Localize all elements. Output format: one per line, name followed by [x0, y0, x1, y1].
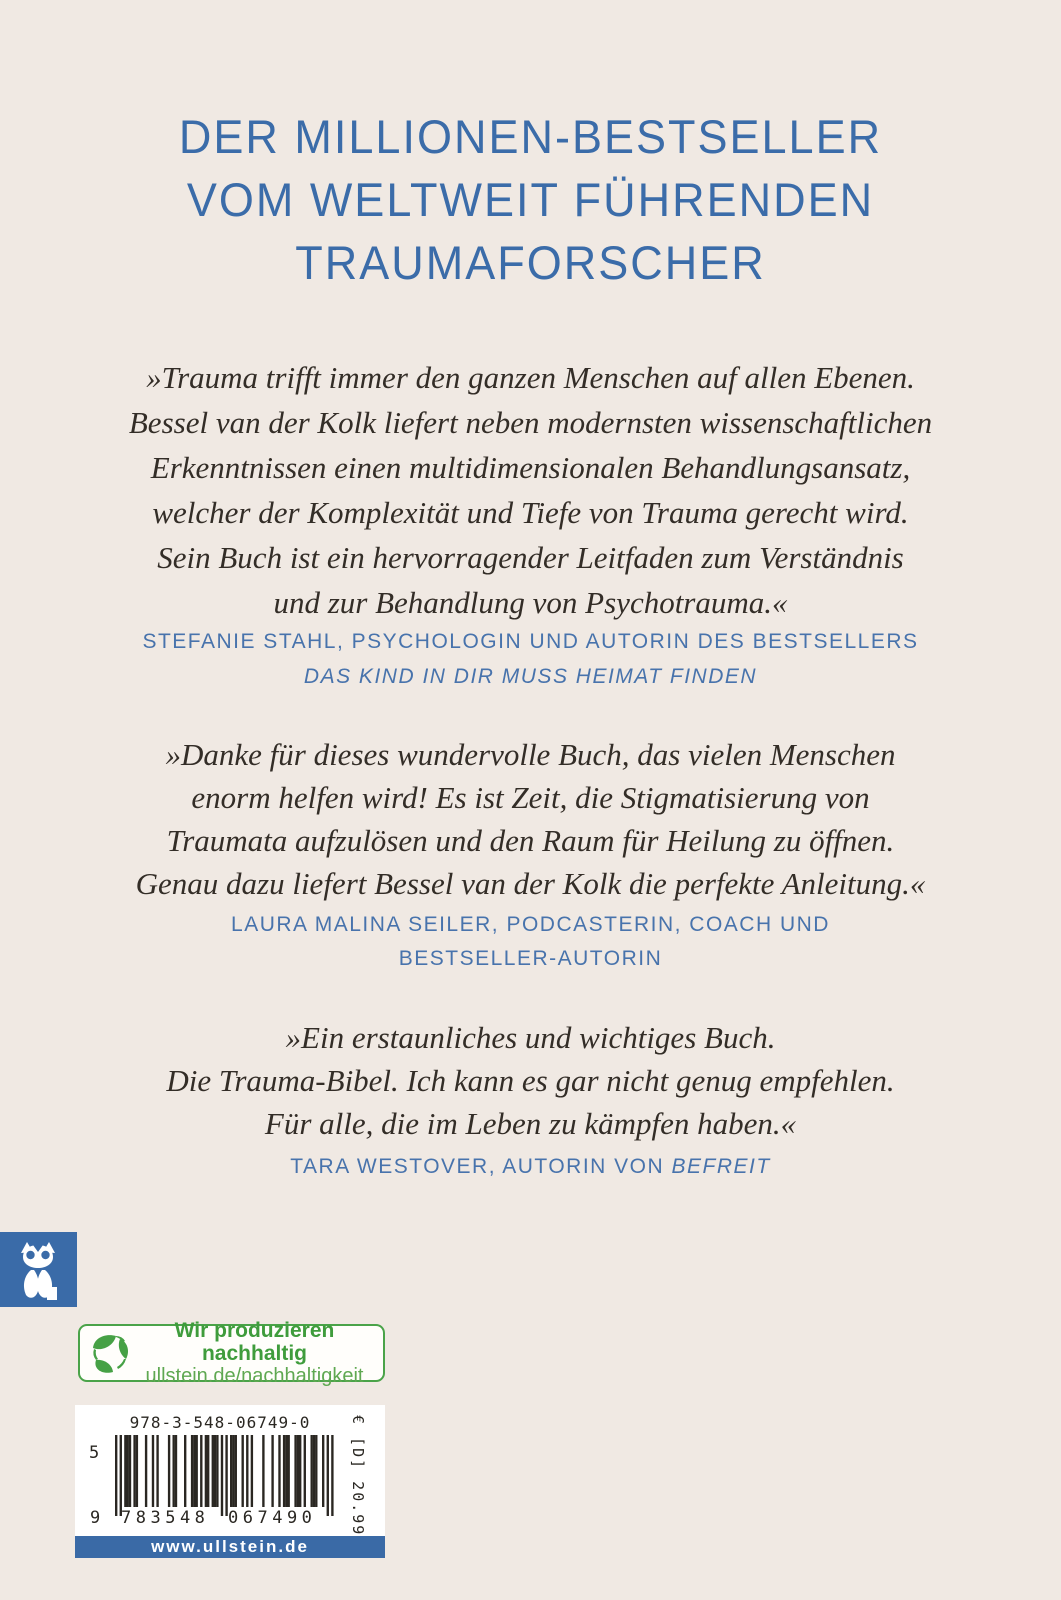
quote-line: welcher der Komplexität und Tiefe von Trauma gerecht wird.: [152, 495, 909, 530]
quote-laura-malina-seiler: [0, 733, 1061, 905]
publisher-website-bar: [75, 1536, 385, 1558]
attribution-line: BESTSELLER-AUTORIN: [398, 947, 663, 970]
attribution-tara-westover: [0, 1150, 1061, 1184]
ullstein-owl-logo-icon: [0, 1232, 77, 1307]
publisher-website: www.ullstein.de: [151, 1537, 309, 1556]
quote-line: enorm helfen wird! Es ist Zeit, die Stigmatisierung von: [191, 780, 870, 815]
ean13-barcode: [115, 1435, 334, 1517]
headline-line-2: VOM WELTWEIT FÜHRENDEN: [186, 172, 875, 227]
quote-line: Bessel van der Kolk liefert neben modernsten wissenschaftlichen: [128, 405, 933, 440]
attribution-book-title: BEFREIT: [671, 1155, 771, 1178]
sustainability-text: [134, 1319, 375, 1387]
isbn-number: 978-3-548-06749-0: [129, 1413, 311, 1432]
attribution-line: TARA WESTOVER, AUTORIN VON: [290, 1155, 672, 1178]
leaves-recycle-icon: [90, 1331, 134, 1375]
quote-line: »Trauma trifft immer den ganzen Menschen auf allen Ebenen.: [146, 360, 915, 395]
quote-line: »Danke für dieses wundervolle Buch, das vielen Menschen: [165, 737, 896, 772]
quote-line: Für alle, die im Leben zu kämpfen haben.«: [264, 1106, 797, 1141]
quote-line: Die Trauma-Bibel. Ich kann es gar nicht genug empfehlen.: [166, 1063, 895, 1098]
ean-digit-group: 783548: [121, 1508, 210, 1528]
quote-line: Sein Buch ist ein hervorragender Leitfaden zum Verständnis: [157, 540, 904, 575]
price-label: € [D] 20.99: [349, 1415, 367, 1537]
sustainability-badge: [78, 1318, 385, 1388]
sustainability-url: ullstein.de/nachhaltigkeit: [145, 1365, 364, 1388]
quote-line: und zur Behandlung von Psychotrauma.«: [273, 585, 788, 620]
quote-line: Genau dazu liefert Bessel van der Kolk die perfekte Anleitung.«: [135, 866, 926, 901]
quote-line: Erkenntnissen einen multidimensionalen Behandlungsansatz,: [150, 450, 911, 485]
barcode-side-digit: 5: [89, 1443, 100, 1463]
attribution-laura-malina-seiler: [0, 908, 1061, 976]
attribution-line: LAURA MALINA SEILER, PODCASTERIN, COACH UND: [231, 913, 830, 936]
ean-first-digit: 9: [90, 1508, 101, 1528]
sustainability-claim: Wir produzieren nachhaltig: [174, 1318, 335, 1365]
quote-stefanie-stahl: [0, 355, 1061, 625]
headline: [0, 105, 1061, 294]
barcode-label: [75, 1405, 385, 1558]
attribution-book-title: DAS KIND IN DIR MUSS HEIMAT FINDEN: [303, 665, 758, 688]
quote-line: »Ein erstaunliches und wichtiges Buch.: [285, 1020, 776, 1055]
ean-digit-group: 067490: [228, 1508, 317, 1528]
headline-line-3: TRAUMAFORSCHER: [295, 235, 766, 290]
quote-tara-westover: [0, 1016, 1061, 1145]
attribution-stefanie-stahl: [0, 624, 1061, 694]
quote-line: Traumata aufzulösen und den Raum für Heilung zu öffnen.: [166, 823, 895, 858]
attribution-line: STEFANIE STAHL, PSYCHOLOGIN UND AUTORIN DES BESTSELLERS: [142, 630, 919, 653]
headline-line-1: DER MILLIONEN-BESTSELLER: [178, 109, 883, 164]
